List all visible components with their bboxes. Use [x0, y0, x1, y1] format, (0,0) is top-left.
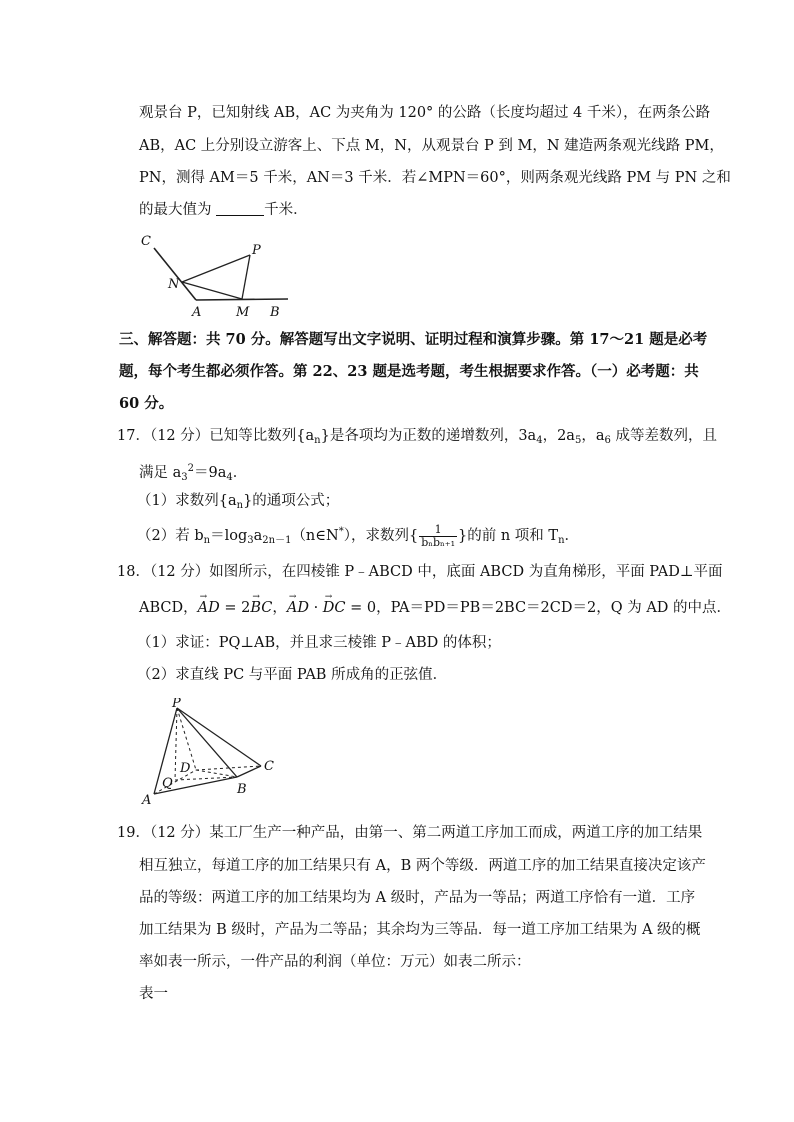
q17-part2: （2）若 $b_n=\log_3a_{2n-1}(n\in N^*)$，求数列{ $\frac{1}{\text{bₙbₙ₊₁}}$ }的前 n 项和 $T_n$．: [137, 522, 580, 549]
q18-part1: （1）求证：PQ⊥AB，并且求三棱锥 P﹣ABD 的体积；: [137, 635, 501, 651]
label-a: A: [192, 305, 202, 320]
q19-line4: 加工结果为 B 级时，产品为二等品；其余均为三等品．每一道工序加工结果为 A 级的概: [139, 922, 701, 938]
label-p: P: [172, 698, 181, 711]
q19-line1: 19．（12 分）某工厂生产一种产品，由第一、第二两道工序加工而成，两道工序的加工结果: [117, 825, 703, 841]
q16-text-line3: PN，测得 AM＝5 千米，AN＝3 千米．若∠MPN＝60°，则两条观光线路 PM 与 PN 之和: [139, 170, 731, 186]
segment-np: [182, 255, 250, 282]
label-n: N: [168, 277, 180, 292]
q18-figure: [138, 698, 278, 808]
q16-text-line4: 的最大值为 千米．: [139, 202, 308, 218]
q19-line3: 品的等级：两道工序的加工结果均为 A 级时，产品为一等品；两道工序恰有一道．工序: [139, 890, 696, 906]
ray-ab: [196, 299, 288, 300]
q18-stem-line1: 18．（12 分）如图所示，在四棱锥 P﹣ABCD 中，底面 ABCD 为直角梯形，平面 PAD⊥平面: [117, 564, 723, 580]
label-p: P: [252, 243, 261, 258]
label-b: B: [270, 305, 280, 320]
edge-pc: [177, 708, 261, 766]
label-d: D: [180, 761, 191, 776]
section3-line1: 三、解答题：共 70 分。解答题写出文字说明、证明过程和演算步骤。第 17～21 题是必考: [119, 331, 708, 348]
q19-line2: 相互独立，每道工序的加工结果只有 A，B 两个等级．两道工序的加工结果直接决定该产: [139, 858, 706, 874]
section3-line2: 题，每个考生都必须作答。第 22、23 题是选考题，考生根据要求作答。（一）必考题：共: [119, 363, 699, 380]
edge-pq: [175, 708, 177, 780]
q16-figure: [138, 230, 318, 320]
q17-stem-line1: 17．（12 分）已知等比数列$\{a_n\}$是各项均为正数的递增数列，$3a_4$，$2a_5$，$a_6$ 成等差数列，且: [117, 428, 717, 446]
label-m: M: [236, 305, 250, 320]
edge-db: [196, 770, 237, 777]
answer-blank[interactable]: [216, 201, 264, 216]
label-q: Q: [162, 776, 173, 791]
ray-ac: [154, 248, 196, 300]
segment-nm: [182, 282, 242, 299]
q16-text-line1: 观景台 P，已知射线 AB，AC 为夹角为 120° 的公路（长度均超过 4 千米），在两条公路: [139, 105, 711, 121]
q16-text-line2: AB，AC 上分别设立游客上、下点 M，N，从观景台 P 到 M，N 建造两条观光线路 PM，: [139, 138, 724, 154]
q19-line5: 率如表一所示，一件产品的利润（单位：万元）如表二所示：: [139, 954, 531, 970]
fraction: $\frac{1}{\text{bₙbₙ₊₁}}$: [421, 522, 456, 549]
label-b: B: [237, 782, 247, 797]
q17-part1: （1）求数列$\{a_n\}$的通项公式；: [137, 493, 340, 511]
segment-pm: [242, 255, 250, 299]
table-caption: 表一: [139, 986, 168, 1002]
label-a: A: [142, 793, 152, 808]
q18-part2: （2）求直线 PC 与平面 PAB 所成角的正弦值．: [137, 667, 448, 683]
q17-stem-line2: 满足 $a_3^2=9a_4$．: [139, 463, 248, 483]
q18-stem-line2: ABCD，→ AD = 2→ BC，→ AD · → DC = 0，PA＝PD＝PB＝2BC＝2CD＝2，Q 为 AD 的中点．: [139, 598, 731, 618]
label-c: C: [264, 759, 274, 774]
label-c: C: [141, 234, 151, 249]
section3-line3: 60 分。: [119, 395, 174, 412]
